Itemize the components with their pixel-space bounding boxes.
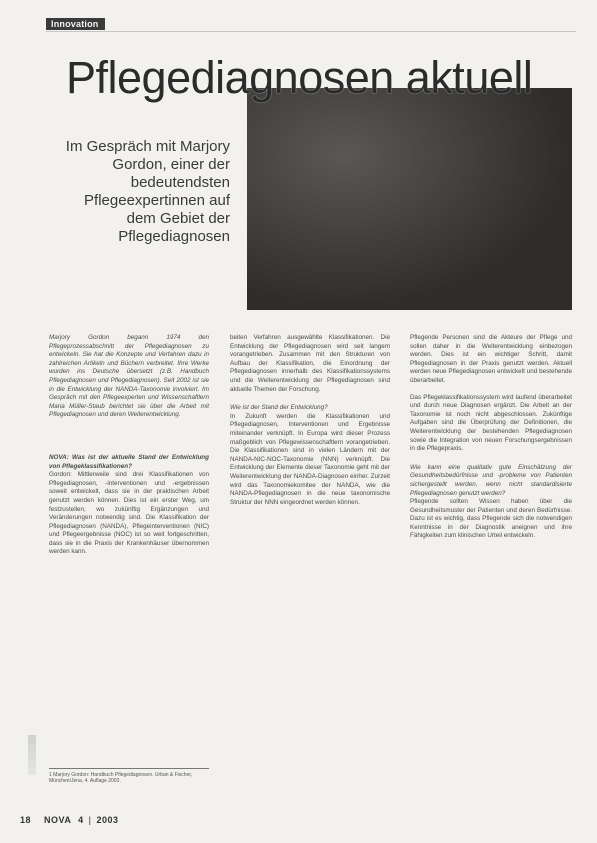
paragraph: Pflegende Personen sind die Akteure der Pflege und sollen daher in die Weiterentwicklung einbezogen werden. Dies ist ein wichtiger Schritt, damit Pflegediagnosen in der Praxis genutzt werden. Aktuell werden neue Pflegediagnosen entwickelt und bestehende überarbeitet. [410, 334, 572, 384]
article-title: Pflegediagnosen aktuell [66, 52, 533, 103]
margin-mark [28, 735, 36, 775]
issue-number: 4 [78, 815, 84, 825]
section-tag: Innovation [46, 18, 105, 30]
text-column-1 [49, 334, 209, 557]
interview-answer: Gordon: Mittlerweile sind drei Klassifikationen von Pflegediagnosen, -interventionen und -ergebnissen soweit entwickelt, dass sie in der praktischen Arbeit genutzt werden können. Dies ist ein erster Weg, um festzustellen, wo zukünftig Ergänzungen und Veränderungen notwendig sind. Die Klassifikation der Pflegediagnosen (NANDA), Pflegeinterventionen (NIC) und Pflegeergebnisse (NOC) ist so weit fortgeschritten, dass sie in die Praxis der Krankenhäuser übernommen werden kann. [49, 471, 209, 556]
page-footer [20, 815, 118, 825]
footnote: 1 Marjory Gordon: Handbuch Pflegediagnosen. Urban & Fischer, München/Jena, 4. Auflage 2003. [49, 768, 209, 785]
article-photo [247, 88, 572, 310]
paragraph: beiten Verfahren ausgewählte Klassifikationen. Die Entwicklung der Pflegediagnosen wird seit langem vorangetrieben. Zusammen mit den Strukturen von Aufbau der Klassifikation, die Einordnung der Pflegediagnosen innerhalb des Klassifikationssystems und die Weiterentwicklung der Pflegediagnosen sind aktuelle Themen der Forschung. [230, 334, 390, 393]
section-rule [46, 31, 576, 32]
article-subtitle: Im Gespräch mit Marjory Gordon, einer der bedeutendsten Pflegeexpertinnen auf dem Gebiet der Pflegediagnosen [65, 138, 230, 245]
paragraph: In Zukunft werden die Klassifikationen und Pflegediagnosen, Interventionen und Ergebnisse miteinander verknüpft. In Europa wird dieser Prozess maßgeblich von Pflegewissenschaftlern vorangetrieben. Die Klassifikationen sind in vielen Ländern mit der NANDA-NIC-NOC-Taxonomie (NNN) verknüpft. Die Entwicklung der Elemente dieser Taxonomie geht mit der Weiterentwicklung der NANDA-Diagnosen einher. Zurzeit wird das Taxonomiekomitee der NANDA, wie die NANDA-Pflegediagnosen in die neue taxonomische Struktur der NNN eingeordnet werden können. [230, 412, 390, 506]
footer-separator: | [88, 815, 92, 825]
article-lead: Marjory Gordon begann 1974 den Pflegeprozessabschnitt der Pflegediagnosen zu entwickeln. Sie hat die Konzepte und Verfahren dazu in zahlreichen Artikeln und Büchern verbreitet. Ihre Werke wurden ins Deutsche übersetzt (z.B. Handbuch Pflegediagnosen und Pflegediagnosen). Seit 2002 ist sie in die Entwicklung der NANDA-Taxonomie involviert. Im Gespräch mit den Pflegeexperten und Wissenschaftlern Maria Müller-Staub berichtet sie über die Arbeit mit Pflegediagnosen und deren Weiterentwicklung. [49, 334, 209, 419]
magazine-name: NOVA [44, 815, 72, 825]
paragraph: Pflegende sollten Wissen haben über die Gesundheitsmuster der Patienten und deren Bedürfnisse. Dazu ist es wichtig, dass Pflegende sich die notwendigen Kenntnisse in der Diagnostik aneignen und ihre Fähigkeiten zum klinischen Urteil entwickeln. [410, 498, 572, 540]
issue-year: 2003 [96, 815, 119, 825]
interview-question: Wie ist der Stand der Entwicklung? [230, 404, 328, 412]
paragraph: Das Pflegeklassifikationssystem wird laufend überarbeitet und durch neue Diagnosen ergänzt. Die Arbeit an der Taxonomie ist noch nicht abgeschlossen. Zukünftige Aufgaben sind die Überprüfung der Definitionen, die Weiterentwicklung der bestehenden Pflegediagnosen sowie die Integration von neuen Forschungsergebnissen in die Pflegepraxis. [410, 393, 572, 453]
text-column-2 [230, 334, 390, 507]
page-number: 18 [20, 815, 32, 825]
text-column-3 [410, 334, 572, 541]
interview-question: NOVA: Was ist der aktuelle Stand der Entwicklung von Pflegeklassifikationen? [49, 453, 209, 470]
interview-question: Wie kann eine qualitativ gute Einschätzung der Gesundheitsbedürfnisse und -probleme von Patienten sichergestellt werden, wenn nicht standardisierte Pflegediagnosen genutzt werden? [410, 463, 572, 497]
